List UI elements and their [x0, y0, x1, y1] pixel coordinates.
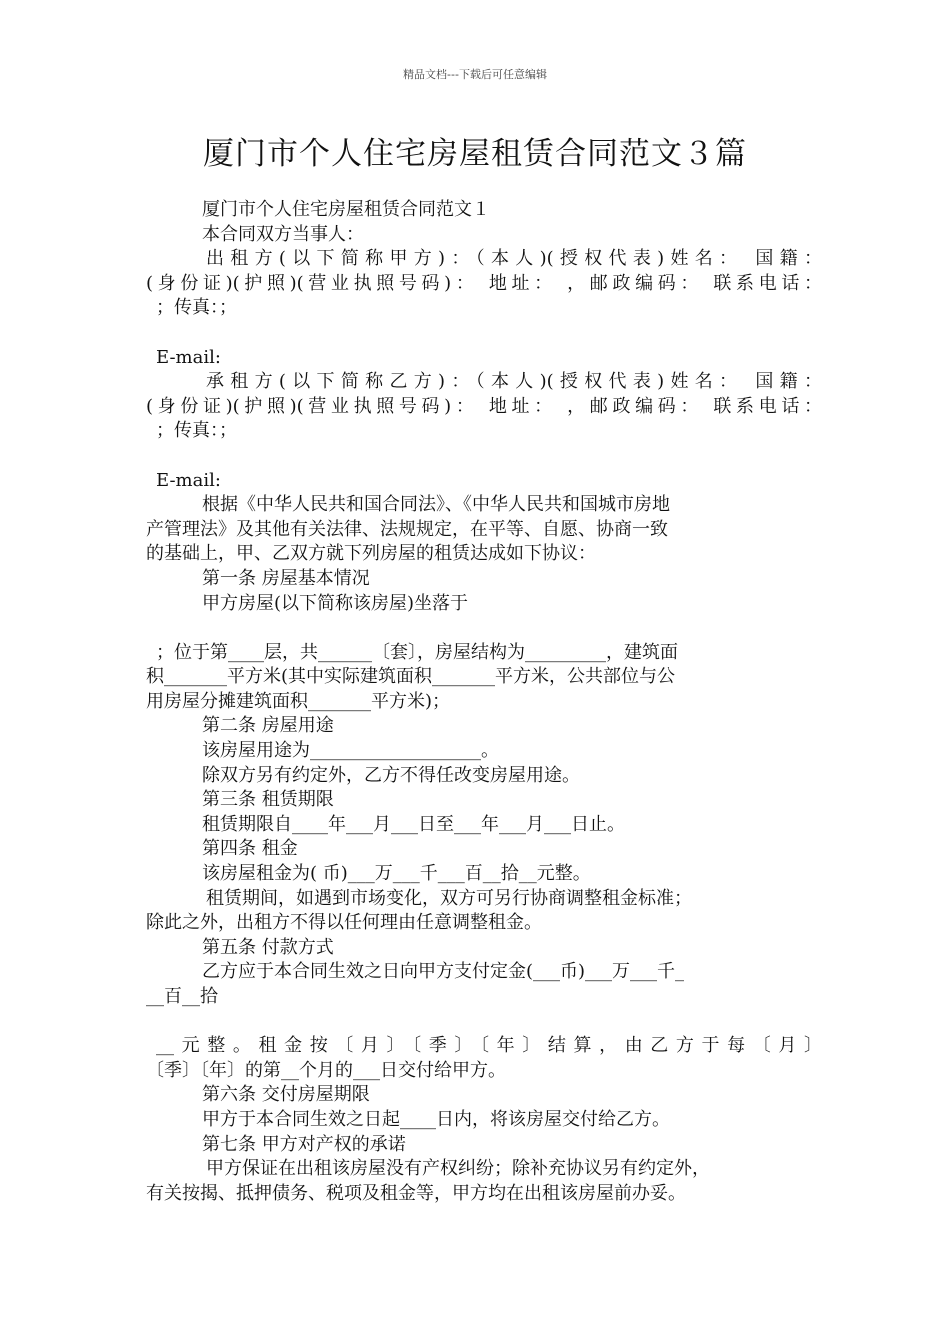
paragraph-line: ；位于第____层，共______〔套〕，房屋结构为_________，建筑面	[156, 641, 678, 663]
document-title: 厦门市个人住宅房屋租赁合同范文３篇	[203, 136, 747, 172]
paragraph-line: 除此之外，出租方不得以任何理由任意调整租金。	[146, 912, 542, 934]
article-heading: 第四条 租金	[202, 838, 298, 860]
paragraph-line: 该房屋租金为( 币)___万___千___百__拾__元整。	[202, 863, 591, 885]
article-heading: 第六条 交付房屋期限	[202, 1084, 370, 1106]
paragraph-line: 甲方于本合同生效之日起____日内，将该房屋交付给乙方。	[202, 1108, 670, 1130]
lessee-id-line: (身份证)(护照)(营业执照号码)： 地址： ，邮政编码： 联系电话：	[146, 395, 822, 417]
paragraph-line: 乙方应于本合同生效之日向甲方支付定金(___币)___万___千_	[202, 961, 685, 983]
paragraph-line: 根据《中华人民共和国合同法》、《中华人民共和国城市房地	[202, 494, 670, 516]
article-heading: 第二条 房屋用途	[202, 715, 334, 737]
paragraph-line: 甲方保证在出租该房屋没有产权纠纷；除补充协议另有约定外，	[206, 1158, 710, 1180]
article-heading: 第五条 付款方式	[202, 936, 334, 958]
paragraph-line: 用房屋分摊建筑面积_______平方米)；	[146, 690, 451, 712]
document-body	[146, 198, 822, 1206]
lessor-id-line: (身份证)(护照)(营业执照号码)： 地址： ，邮政编码： 联系电话：	[146, 272, 822, 294]
paragraph-line: 有关按揭、抵押债务、税项及租金等，甲方均在出租该房屋前办妥。	[146, 1182, 686, 1204]
paragraph-line: 甲方房屋(以下简称该房屋)坐落于	[202, 592, 469, 614]
paragraph-line: 除双方另有约定外，乙方不得任改变房屋用途。	[202, 764, 580, 786]
paragraph-line: 租赁期间，如遇到市场变化，双方可另行协商调整租金标准；	[206, 887, 692, 909]
paragraph-line: __百__拾	[146, 986, 218, 1007]
paragraph-line: 租赁期限自____年___月___日至___年___月___日止。	[202, 813, 625, 835]
lessor-email-line: E-mail:	[156, 346, 221, 368]
spacer	[146, 1010, 822, 1035]
paragraph-line: 该房屋用途为___________________。	[202, 740, 499, 762]
paragraph-line: 〔季〕〔年〕的第__个月的___日交付给甲方。	[146, 1059, 506, 1081]
paragraph-line: 产管理法》及其他有关法律、法规规定，在平等、自愿、协商一致	[146, 518, 668, 540]
paragraph-line: 本合同双方当事人：	[202, 223, 364, 245]
lessor-fax-line: ；传真：；	[156, 297, 237, 319]
lessee-line: 承租方(以下简称乙方)：（本人)(授权代表)姓名： 国籍：	[206, 371, 822, 393]
lessee-email-line: E-mail:	[156, 469, 221, 491]
article-heading: 第三条 租赁期限	[202, 789, 334, 811]
spacer	[146, 321, 822, 346]
article-heading: 第一条 房屋基本情况	[202, 567, 370, 589]
section-heading: 厦门市个人住宅房屋租赁合同范文１	[202, 199, 490, 220]
paragraph-line: 积_______平方米(其中实际建筑面积_______平方米，公共部位与公	[146, 666, 676, 688]
lessor-line: 出租方(以下简称甲方)：（本人)(授权代表)姓名： 国籍：	[206, 248, 822, 270]
spacer	[146, 444, 822, 469]
article-heading: 第七条 甲方对产权的承诺	[202, 1133, 406, 1155]
paragraph-line: 的基础上，甲、乙双方就下列房屋的租赁达成如下协议：	[146, 543, 596, 565]
page-header: 精品文档---下载后可任意编辑	[403, 68, 547, 81]
paragraph-line: __元整。租金按〔月〕〔季〕〔年〕结算，由乙方于每〔月〕	[156, 1035, 822, 1057]
spacer	[146, 616, 822, 641]
lessee-fax-line: ；传真：；	[156, 420, 237, 442]
